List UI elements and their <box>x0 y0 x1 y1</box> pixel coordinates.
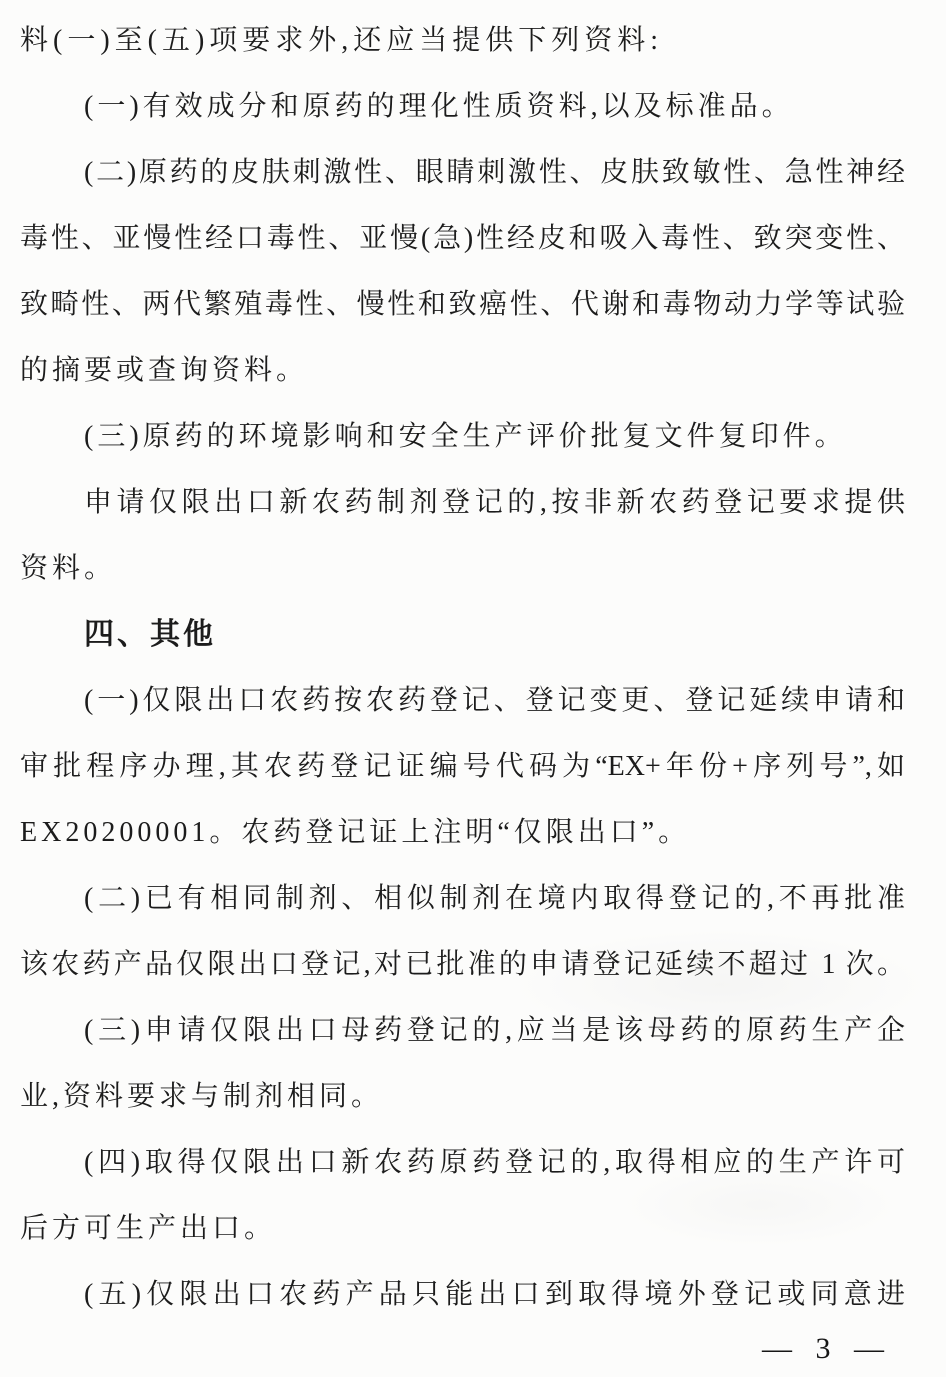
text-line: (一)有效成分和原药的理化性质资料,以及标准品。 <box>84 91 794 122</box>
text-line: 的摘要或查询资料。 <box>20 355 309 386</box>
text-line: (二)原药的皮肤刺激性、眼睛刺激性、皮肤致敏性、急性神经 <box>84 157 905 188</box>
text-line: (五)仅限出口农药产品只能出口到取得境外登记或同意进 <box>84 1279 905 1310</box>
text-line: 毒性、亚慢性经口毒性、亚慢(急)性经皮和吸入毒性、致突变性、 <box>20 223 905 254</box>
text-line: 审批程序办理,其农药登记证编号代码为“EX+年份+序列号”,如 <box>20 751 905 782</box>
text-line: 料(一)至(五)项要求外,还应当提供下列资料: <box>20 25 664 56</box>
text-line: (四)取得仅限出口新农药原药登记的,取得相应的生产许可 <box>84 1147 905 1178</box>
page-number: — 3 — <box>762 1332 892 1365</box>
text-line: (二)已有相同制剂、相似制剂在境内取得登记的,不再批准 <box>84 883 905 914</box>
text-line: (三)原药的环境影响和安全生产评价批复文件复印件。 <box>84 421 847 452</box>
text-line: EX20200001。农药登记证上注明“仅限出口”。 <box>20 817 691 848</box>
text-line: (一)仅限出口农药按农药登记、登记变更、登记延续申请和 <box>84 685 905 716</box>
section-heading: 四、其他 <box>84 618 216 651</box>
text-line: (三)申请仅限出口母药登记的,应当是该母药的原药生产企 <box>84 1015 905 1046</box>
text-line: 业,资料要求与制剂相同。 <box>20 1081 384 1112</box>
text-line: 后方可生产出口。 <box>20 1213 277 1244</box>
text-line: 资料。 <box>20 553 117 584</box>
text-line: 致畸性、两代繁殖毒性、慢性和致癌性、代谢和毒物动力学等试验 <box>20 289 905 320</box>
text-line: 申请仅限出口新农药制剂登记的,按非新农药登记要求提供 <box>84 487 905 518</box>
text-line: 该农药产品仅限出口登记,对已批准的申请登记延续不超过 1 次。 <box>20 949 905 980</box>
